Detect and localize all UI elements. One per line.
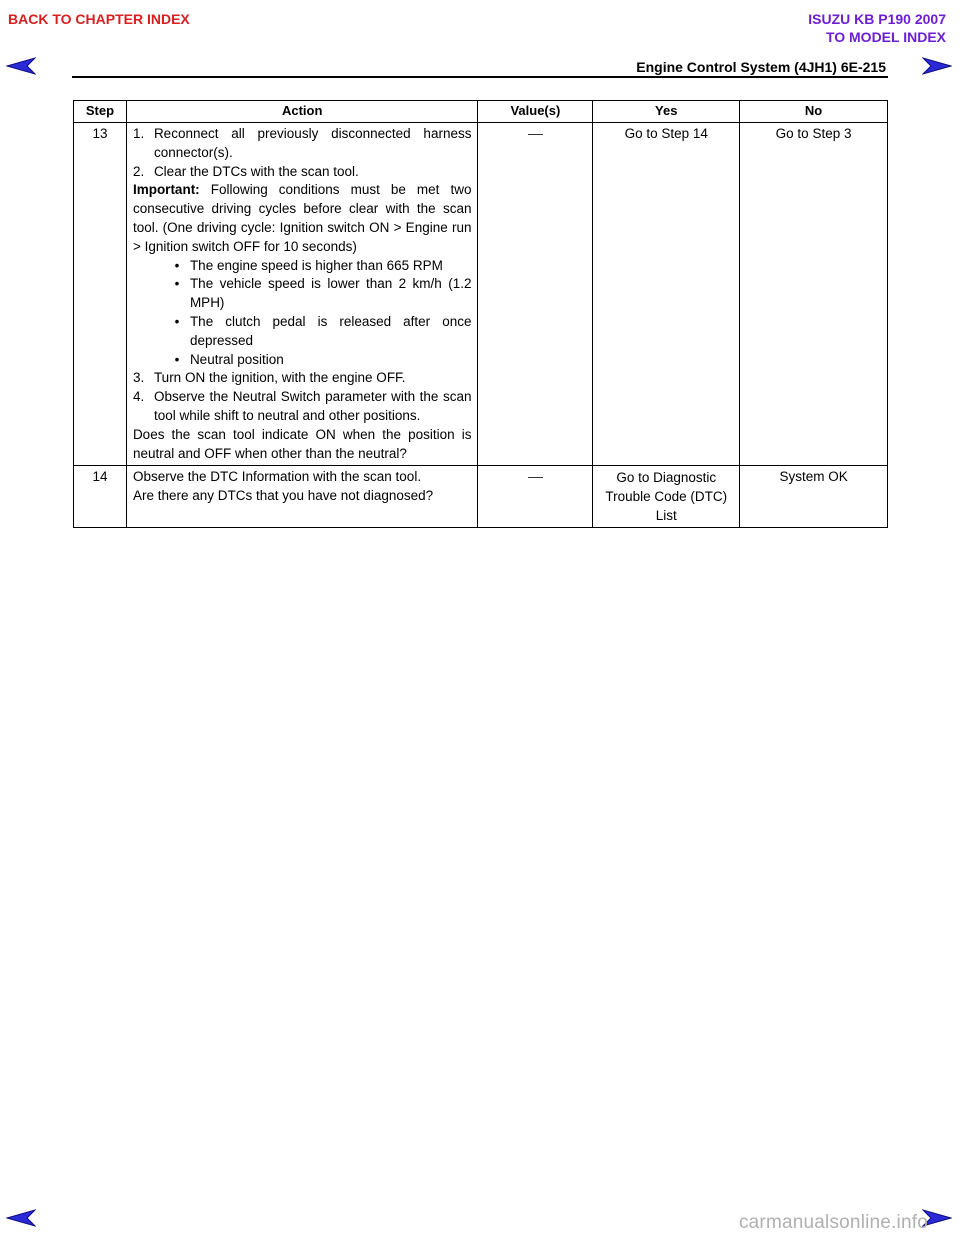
yes-line: List [655,508,677,524]
yes-line: Trouble Code (DTC) [605,489,728,505]
important-label: Important: [132,182,200,198]
next-page-arrow-icon[interactable] [922,56,952,76]
table-row-step-14 [74,466,888,528]
list-text: Observe the Neutral Switch parameter with the scan tool while shift to neutral and other positions. [153,389,472,423]
bullet-icon: • [174,276,180,292]
question-text: Are there any DTCs that you have not diagnosed? [132,488,434,504]
yes-action [593,466,740,528]
yes-action: Go to Step 14 [593,123,740,466]
value-dash [528,134,543,135]
list-number: 3. [132,370,145,386]
important-note [133,181,472,256]
back-to-chapter-index-link[interactable]: BACK TO CHAPTER INDEX [8,11,190,27]
list-text: Turn ON the ignition, with the engine OFF. [153,370,406,386]
bullet-icon: • [174,257,180,273]
no-action: System OK [740,466,888,528]
list-item [133,163,472,182]
table-header-row [74,101,888,123]
bullet-icon: • [174,351,180,367]
watermark: carmanualsonline.info [738,1212,928,1233]
list-item [133,388,472,426]
bullet-text: The vehicle speed is lower than 2 km/h (1.2 MPH) [189,276,472,311]
step-number: 13 [74,123,127,466]
list-item [133,369,472,388]
no-action: Go to Step 3 [740,123,888,466]
page-header-title: Engine Control System (4JH1) 6E-215 [636,59,886,75]
bullet-item [133,351,472,370]
value-cell [478,123,593,466]
list-number: 1. [132,126,145,141]
diagnostic-table [73,100,888,528]
bullet-item [133,257,472,276]
list-number: 2. [132,163,145,179]
to-model-index-link[interactable]: TO MODEL INDEX [825,29,946,45]
list-item [133,125,472,163]
action-text: Observe the DTC Information with the scan tool. [132,469,422,485]
column-header-values: Value(s) [478,101,593,123]
column-header-no: No [740,101,888,123]
bullet-text: Neutral position [189,351,284,367]
previous-page-arrow-bottom-icon[interactable] [6,1208,36,1228]
table-row-step-13 [74,123,888,466]
list-number: 4. [132,389,145,405]
yes-line: Go to Diagnostic [616,470,717,486]
action-cell [126,123,478,466]
column-header-yes: Yes [593,101,740,123]
previous-page-arrow-icon[interactable] [6,56,36,76]
bullet-text: The engine speed is higher than 665 RPM [189,257,443,273]
value-cell [478,466,593,528]
bullet-item [133,275,472,313]
important-text: Following conditions must be met two consecutive driving cycles before clear with the scan tool. (One driving cycle: Ignition switch ON > Engine run > Ignition switch OFF for 10 seconds) [132,182,472,254]
bullet-item [133,313,472,351]
list-text: Reconnect all previously disconnected harness connector(s). [153,126,472,160]
bullet-text: The clutch pedal is released after once depressed [189,313,472,348]
action-cell [126,466,478,528]
header-divider [72,76,888,78]
question-text: Does the scan tool indicate ON when the position is neutral and OFF when other than the neutral? [132,426,472,461]
list-text: Clear the DTCs with the scan tool. [153,163,359,179]
column-header-step: Step [74,101,127,123]
bullet-icon: • [174,313,180,329]
step-number: 14 [74,466,127,528]
value-dash [528,477,543,478]
column-header-action: Action [126,101,478,123]
model-title[interactable]: ISUZU KB P190 2007 [808,11,946,27]
